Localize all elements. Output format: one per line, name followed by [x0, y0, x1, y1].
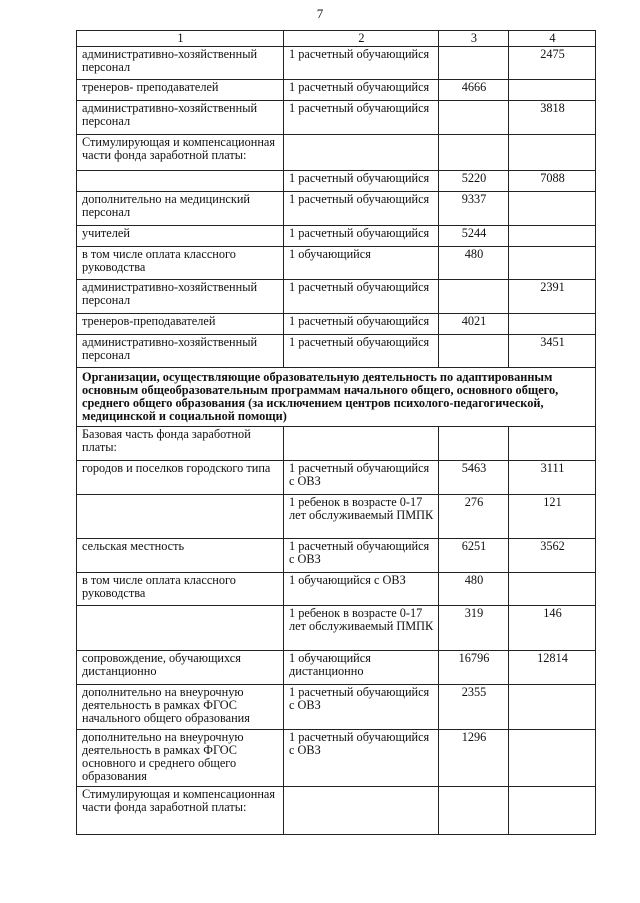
cell-value-3: 6251 [439, 539, 509, 573]
cell-unit: 1 расчетный обучающийся [284, 335, 439, 368]
table-body [77, 31, 596, 835]
cell-value-4 [509, 314, 596, 335]
column-header-row [77, 31, 596, 47]
cell-category: Стимулирующая и компенсационная части фонда заработной платы: [77, 787, 284, 835]
table-row [77, 427, 596, 461]
cell-value-4 [509, 787, 596, 835]
table-row [77, 101, 596, 135]
cell-value-3 [439, 427, 509, 461]
table-row [77, 730, 596, 787]
cell-value-3: 2355 [439, 685, 509, 730]
cell-value-3: 5463 [439, 461, 509, 495]
cell-value-3 [439, 135, 509, 171]
cell-unit: 1 расчетный обучающийся [284, 280, 439, 314]
cell-category: административно-хозяйственный персонал [77, 101, 284, 135]
cell-category [77, 495, 284, 539]
cell-value-3 [439, 335, 509, 368]
cell-value-3: 16796 [439, 651, 509, 685]
cell-category: тренеров- преподавателей [77, 80, 284, 101]
cell-unit: 1 расчетный обучающийся [284, 226, 439, 247]
cell-unit: 1 обучающийся дистанционно [284, 651, 439, 685]
cell-value-4: 2391 [509, 280, 596, 314]
cell-value-3: 1296 [439, 730, 509, 787]
cell-value-4 [509, 685, 596, 730]
cell-unit: 1 расчетный обучающийся [284, 314, 439, 335]
table-row [77, 651, 596, 685]
table-row [77, 573, 596, 606]
cell-value-4: 3451 [509, 335, 596, 368]
cell-value-4: 2475 [509, 47, 596, 80]
cell-category: Стимулирующая и компенсационная части фонда заработной платы: [77, 135, 284, 171]
cell-value-4: 12814 [509, 651, 596, 685]
table-row [77, 135, 596, 171]
cell-unit: 1 расчетный обучающийся с ОВЗ [284, 461, 439, 495]
cell-category [77, 171, 284, 192]
table-row [77, 280, 596, 314]
cell-value-3 [439, 47, 509, 80]
column-header-4: 4 [509, 31, 596, 47]
cell-unit: 1 расчетный обучающийся [284, 192, 439, 226]
cell-value-4 [509, 573, 596, 606]
cell-unit [284, 135, 439, 171]
table-row [77, 247, 596, 280]
table-row [77, 47, 596, 80]
cell-value-4 [509, 730, 596, 787]
cell-value-3: 4021 [439, 314, 509, 335]
cell-category [77, 606, 284, 651]
section-heading-row [77, 368, 596, 427]
cell-value-3: 4666 [439, 80, 509, 101]
table-row [77, 314, 596, 335]
cell-category: Базовая часть фонда заработной платы: [77, 427, 284, 461]
cell-category: административно-хозяйственный персонал [77, 47, 284, 80]
cell-category: административно-хозяйственный персонал [77, 335, 284, 368]
cell-value-4 [509, 247, 596, 280]
cell-category: сельская местность [77, 539, 284, 573]
cell-value-3: 276 [439, 495, 509, 539]
table-row [77, 226, 596, 247]
cell-value-4: 7088 [509, 171, 596, 192]
cell-category: в том числе оплата классного руководства [77, 573, 284, 606]
table-row [77, 606, 596, 651]
cell-value-3: 480 [439, 573, 509, 606]
table-row [77, 495, 596, 539]
cell-value-3 [439, 787, 509, 835]
cell-unit [284, 427, 439, 461]
column-header-1: 1 [77, 31, 284, 47]
cell-unit: 1 расчетный обучающийся [284, 101, 439, 135]
tariff-table [76, 30, 596, 835]
cell-value-4 [509, 135, 596, 171]
cell-value-4: 3562 [509, 539, 596, 573]
cell-unit: 1 расчетный обучающийся с ОВЗ [284, 685, 439, 730]
cell-value-3: 319 [439, 606, 509, 651]
cell-value-3: 5244 [439, 226, 509, 247]
table-row [77, 685, 596, 730]
cell-value-4 [509, 192, 596, 226]
cell-category: дополнительно на медицинский персонал [77, 192, 284, 226]
table-row [77, 192, 596, 226]
cell-category: городов и поселков городского типа [77, 461, 284, 495]
table-row [77, 787, 596, 835]
page-number: 7 [316, 6, 324, 21]
cell-value-3 [439, 280, 509, 314]
cell-unit: 1 обучающийся с ОВЗ [284, 573, 439, 606]
cell-category: учителей [77, 226, 284, 247]
cell-category: тренеров-преподавателей [77, 314, 284, 335]
table-row [77, 335, 596, 368]
cell-unit: 1 расчетный обучающийся с ОВЗ [284, 730, 439, 787]
cell-unit [284, 787, 439, 835]
cell-category: административно-хозяйственный персонал [77, 280, 284, 314]
cell-unit: 1 расчетный обучающийся [284, 80, 439, 101]
cell-value-4: 3111 [509, 461, 596, 495]
cell-value-3: 480 [439, 247, 509, 280]
cell-category: дополнительно на внеурочную деятельность в рамках ФГОС начального общего образования [77, 685, 284, 730]
table-row [77, 461, 596, 495]
cell-value-3: 5220 [439, 171, 509, 192]
cell-value-3: 9337 [439, 192, 509, 226]
cell-value-3 [439, 101, 509, 135]
section-heading: Организации, осуществляющие образовательную деятельность по адаптированным основным общеобразовательным программам начального общего, основного общего, среднего общего образования (за исключением центров психолого-педагогической, медицинской и социальной помощи) [77, 368, 596, 427]
column-header-2: 2 [284, 31, 439, 47]
cell-category: дополнительно на внеурочную деятельность в рамках ФГОС основного и среднего общего образования [77, 730, 284, 787]
cell-value-4: 146 [509, 606, 596, 651]
cell-unit: 1 расчетный обучающийся [284, 171, 439, 192]
table-row [77, 171, 596, 192]
cell-unit: 1 ребенок в возрасте 0-17 лет обслуживаемый ПМПК [284, 606, 439, 651]
cell-category: сопровождение, обучающихся дистанционно [77, 651, 284, 685]
cell-value-4 [509, 427, 596, 461]
column-header-3: 3 [439, 31, 509, 47]
table-row [77, 80, 596, 101]
cell-unit: 1 расчетный обучающийся с ОВЗ [284, 539, 439, 573]
cell-value-4 [509, 226, 596, 247]
cell-unit: 1 обучающийся [284, 247, 439, 280]
table-row [77, 539, 596, 573]
cell-value-4: 121 [509, 495, 596, 539]
cell-value-4 [509, 80, 596, 101]
cell-category: в том числе оплата классного руководства [77, 247, 284, 280]
cell-value-4: 3818 [509, 101, 596, 135]
cell-unit: 1 ребенок в возрасте 0-17 лет обслуживаемый ПМПК [284, 495, 439, 539]
cell-unit: 1 расчетный обучающийся [284, 47, 439, 80]
